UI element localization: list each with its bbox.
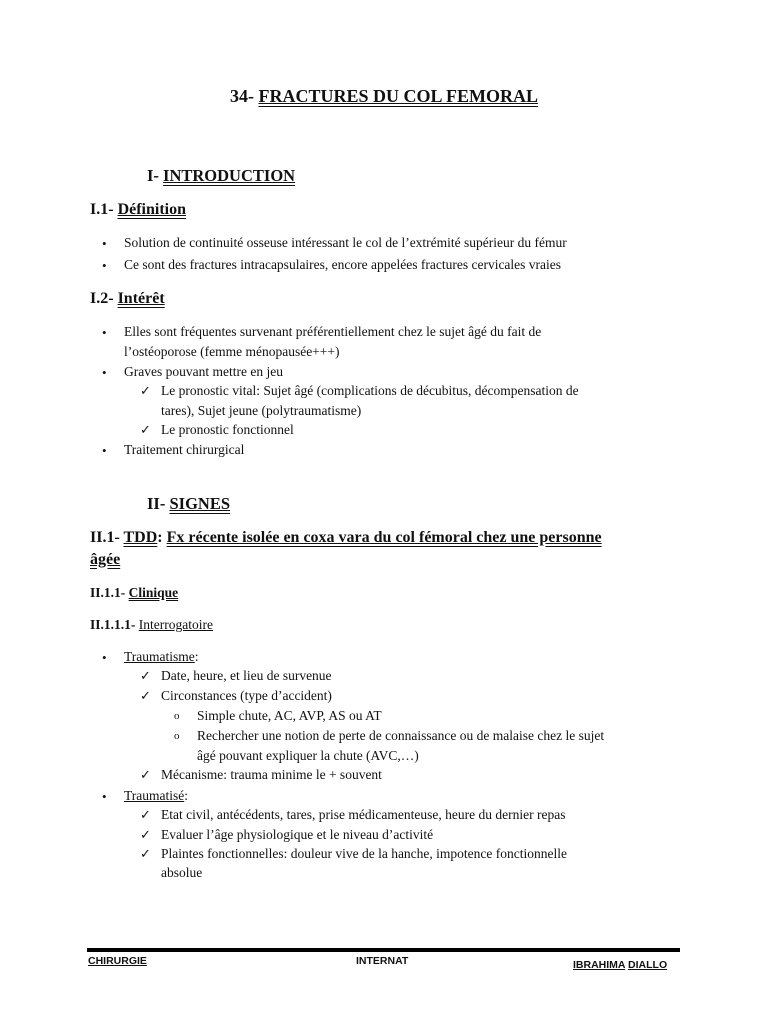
traumatisme-circonstances: Circonstances (type d’accident) xyxy=(161,688,332,703)
interet-item-3: Traitement chirurgical xyxy=(124,442,245,457)
traumatise-plaintes-line-1: Plaintes fonctionnelles: douleur vive de la hanche, impotence fonctionnelle xyxy=(161,846,567,861)
bullet-icon: • xyxy=(102,325,107,340)
check-icon: ✓ xyxy=(140,688,151,703)
bullet-icon: • xyxy=(102,258,107,273)
tdd-heading-line-2: âgée xyxy=(90,551,121,568)
interrogatoire-heading: II.1.1.1- Interrogatoire xyxy=(90,617,213,632)
interet-item-1-line-1: Elles sont fréquentes survenant préférentiellement chez le sujet âgé du fait de xyxy=(124,324,542,339)
traumatisme-date: Date, heure, et lieu de survenue xyxy=(161,668,332,683)
definition-item-1: Solution de continuité osseuse intéressant le col de l’extrémité supérieur du fémur xyxy=(124,235,567,250)
clinique-heading: II.1.1- Clinique xyxy=(90,585,179,600)
bullet-icon: • xyxy=(102,365,107,380)
traumatise-label: Traumatisé: xyxy=(124,788,189,803)
traumatisme-label: Traumatisme: xyxy=(124,649,199,664)
traumatise-plaintes-line-2: absolue xyxy=(161,865,203,880)
tdd-heading-line-1: II.1- TDD: Fx récente isolée en coxa vara du col fémoral chez une personne xyxy=(90,529,602,546)
pronostic-vital-line-1: Le pronostic vital: Sujet âgé (complications de décubitus, décompensation de xyxy=(161,383,579,398)
check-icon: ✓ xyxy=(140,668,151,683)
footer-right: IBRAHIMA DIALLO xyxy=(573,959,668,971)
bullet-icon: • xyxy=(102,650,107,665)
interet-item-1-line-2: l’ostéoporose (femme ménopausée+++) xyxy=(124,344,340,359)
traumatise-age: Evaluer l’âge physiologique et le niveau d’activité xyxy=(161,827,434,842)
circle-bullet-icon: o xyxy=(174,730,180,742)
section-signes-heading: II- SIGNES xyxy=(147,494,230,513)
section-introduction-heading: I- INTRODUCTION xyxy=(147,166,296,185)
bullet-icon: • xyxy=(102,236,107,251)
circonstances-malaise-line-1: Rechercher une notion de perte de connaissance ou de malaise chez le sujet xyxy=(197,728,605,743)
title-number: 34- xyxy=(229,86,254,106)
definition-heading: I.1- Définition xyxy=(90,201,187,218)
pronostic-vital-line-2: tares), Sujet jeune (polytraumatisme) xyxy=(161,403,362,418)
document-title xyxy=(0,86,768,107)
pronostic-fonctionnel: Le pronostic fonctionnel xyxy=(161,422,294,437)
check-icon: ✓ xyxy=(140,767,151,782)
bullet-icon: • xyxy=(102,443,107,458)
check-icon: ✓ xyxy=(140,807,151,822)
interet-heading: I.2- Intérêt xyxy=(90,290,165,307)
definition-item-2: Ce sont des fractures intracapsulaires, encore appelées fractures cervicales vraies xyxy=(124,257,562,272)
footer-left: CHIRURGIE xyxy=(88,955,147,967)
circonstances-malaise-line-2: âgé pouvant expliquer la chute (AVC,…) xyxy=(197,748,419,763)
check-icon: ✓ xyxy=(140,846,151,861)
check-icon: ✓ xyxy=(140,383,151,398)
traumatise-etat-civil: Etat civil, antécédents, tares, prise médicamenteuse, heure du dernier repas xyxy=(161,807,566,822)
footer-center: INTERNAT xyxy=(356,955,409,967)
bullet-icon: • xyxy=(102,789,107,804)
interet-item-2: Graves pouvant mettre en jeu xyxy=(124,364,283,379)
title-text: FRACTURES DU COL FEMORAL xyxy=(258,86,539,106)
check-icon: ✓ xyxy=(140,827,151,842)
circle-bullet-icon: o xyxy=(174,710,180,722)
circonstances-chute: Simple chute, AC, AVP, AS ou AT xyxy=(197,708,382,723)
check-icon: ✓ xyxy=(140,422,151,437)
footer-divider xyxy=(87,948,680,952)
traumatisme-mecanisme: Mécanisme: trauma minime le + souvent xyxy=(161,767,382,782)
